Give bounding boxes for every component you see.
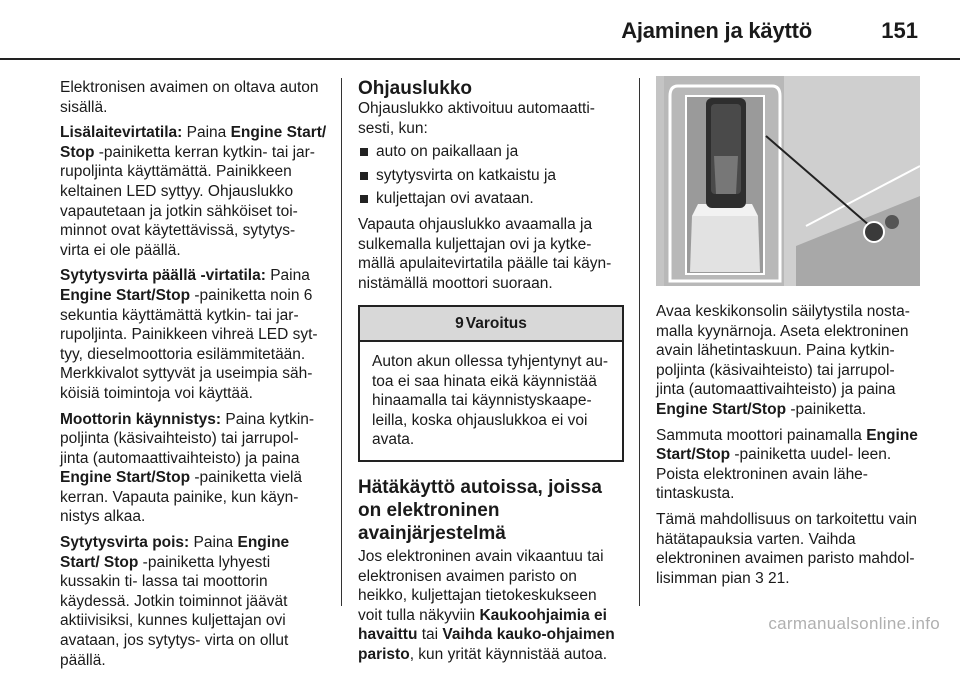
- paragraph-engine-off: Sammuta moottori painamalla Engine Start/Stop -painiketta uudel- leen. Poista elektroninen avain lähe- tintaskusta.: [656, 426, 918, 503]
- message-no-remote: Kaukoohjaimia ei havaittu: [358, 606, 607, 644]
- watermark: carmanualsonline.info: [768, 614, 940, 633]
- warning-triangle-icon: 9: [455, 315, 464, 333]
- page-reference-arrow-icon: 3: [755, 569, 764, 587]
- section-heading-emergency: Hätäkäyttö autoissa, joissa on elektroninen avainjärjestelmä: [358, 476, 602, 544]
- engine-start-stop-label: Engine Start/Stop: [60, 286, 191, 304]
- paragraph-ignition-off: Sytytysvirta pois: Paina Engine Start/ Stop -painiketta lyhyesti kussakin ti- lassa tai moottorin käydessä. Jotkin toiminnot jäävät aktiivisiksi, kunnes kuljettajan ovi avataan, jos sytytys- virta on ollut päällä.: [60, 534, 290, 669]
- column-3: [656, 302, 922, 594]
- header-rule: [0, 58, 960, 60]
- engine-start-stop-label: Engine Start/Stop: [656, 400, 787, 418]
- key-pocket-figure-svg: [656, 76, 920, 286]
- list-item: sytytysvirta on katkaistu ja: [358, 166, 624, 186]
- page-reference: 21.: [763, 569, 790, 587]
- steering-lock-intro: Ohjauslukko aktivoituu automaatti- sesti, kun:: [358, 100, 595, 137]
- warning-header: [360, 307, 622, 342]
- list-item: auto on paikallaan ja: [358, 142, 624, 162]
- warning-title: Varoitus: [465, 315, 527, 333]
- paragraph-accessory-mode: Lisälaitevirtatila: Paina Engine Start/ Stop -painiketta kerran kytkin- tai jar- rupoljinta käyttämättä. Painikkeen keltainen LED syttyy. Ohjauslukko vapautetaan ja jotkin sähköiset toi- minnot ovat käytettävissä, sytytys- virta ei ole päällä.: [60, 124, 327, 259]
- console-key-pocket-illustration: [656, 76, 920, 286]
- steering-lock-conditions: [358, 142, 624, 209]
- column-1: [60, 78, 328, 676]
- column-divider-2: [639, 78, 640, 606]
- paragraph-key-inside: Elektronisen avaimen on oltava auton sisällä.: [60, 79, 319, 116]
- column-divider-1: [341, 78, 342, 606]
- steering-lock-release: Vapauta ohjauslukko avaamalla ja sulkemalla kuljettajan ovi ja kytke- mällä apulaitevirtatila päälle tai käyn- nistämällä moottori suoraan.: [358, 215, 612, 292]
- paragraph-emergency-only: Tämä mahdollisuus on tarkoitettu vain hätätapauksia varten. Vaihda elektroninen avaimen paristo mahdol- lisimman pian 3 21.: [656, 510, 918, 587]
- header-title: Ajaminen ja käyttö: [621, 18, 812, 43]
- warning-box: [358, 305, 624, 462]
- warning-body: Auton akun ollessa tyhjentynyt au- toa ei saa hinata eikä käynnistää hinaamalla tai käynnistyskaape- leilla, koska ohjauslukkoa ei voi avata.: [372, 352, 609, 449]
- section-heading-steering-lock: Ohjauslukko: [358, 78, 473, 99]
- emergency-paragraph: Jos elektroninen avain vikaantuu tai elektronisen avaimen paristo on heikko, kuljettajan tietokeskukseen voit tulla näkyviin Kaukoohjaimia ei havaittu tai Vaihda kauko-ohjaimen paristo, kun yrität käynnistää autoa.: [358, 547, 615, 663]
- paragraph-ignition-on: Sytytysvirta päällä -virtatila: Paina Engine Start/Stop -painiketta noin 6 sekuntia käyttämättä kytkin- tai jar- rupoljinta. Painikkeen vihreä LED syt- tyy, dieselmoottoria esilämmitetään. Merkkivalot syttyvät ja useimpia säh- köisiä toimintoja voi käyttää.: [60, 267, 318, 402]
- column-2: [358, 78, 624, 670]
- engine-start-stop-label: Engine Start/ Stop: [60, 124, 327, 161]
- list-item: kuljettajan ovi avataan.: [358, 189, 624, 209]
- engine-start-stop-label: Engine Start/ Stop: [60, 534, 290, 571]
- paragraph-key-pocket: Avaa keskikonsolin säilytystila nosta- malla kyynärnoja. Aseta elektroninen avain lähetintaskuun. Paina kytkin- poljinta (käsivaihteisto) tai jarrupol- jinta (automaattivaihteisto) ja paina Engine Start/Stop -painiketta.: [656, 303, 910, 418]
- paragraph-engine-start: Moottorin käynnistys: Paina kytkin- poljinta (käsivaihteisto) tai jarrupol- jinta (automaattivaihteisto) ja paina Engine Start/Stop -painiketta vielä kerran. Vapauta painike, kun käyn- nistys alkaa.: [60, 410, 315, 526]
- engine-start-stop-label: Engine Start/Stop: [60, 469, 191, 487]
- message-replace-battery: Vaihda kauko-ohjaimen paristo: [358, 626, 615, 663]
- engine-start-stop-label: Engine Start/Stop: [656, 426, 918, 464]
- page-number: 151: [881, 18, 918, 43]
